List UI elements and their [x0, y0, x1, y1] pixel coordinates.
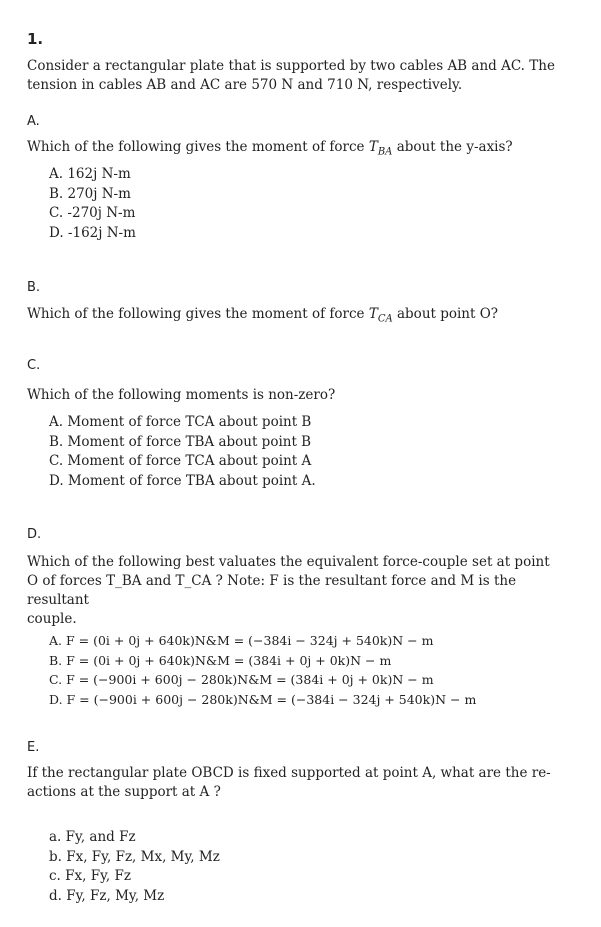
part-b-question-pre: Which of the following gives the moment of force [27, 306, 369, 322]
part-a-force: T [368, 139, 378, 155]
part-a-question [27, 138, 579, 162]
choice-item: B. Moment of force TBA about point B [49, 433, 312, 450]
problem-number: 1. [27, 30, 44, 48]
part-a-question-post: about the y-axis? [392, 139, 513, 155]
choice-item: C. F = (−900i + 600j − 280k)N&M = (384i + 0j + 0k)N − m [49, 672, 434, 687]
part-d-choices [49, 631, 476, 709]
part-d-question-line-1: Which of the following best valuates the equivalent force-couple set at point [27, 554, 550, 570]
part-c-choices [49, 413, 316, 491]
part-a-label: A. [27, 114, 40, 129]
choice-item: C. -270j N-m [49, 205, 136, 221]
part-d-question-line-3: couple. [27, 611, 77, 627]
choice-item: A. 162j N-m [49, 166, 131, 182]
part-a-choices [49, 165, 136, 243]
intro-line-1: Consider a rectangular plate that is supported by two cables AB and AC. The [27, 58, 555, 74]
choice-item: B. F = (0i + 0j + 640k)N&M = (384i + 0j + 0k)N − m [49, 652, 392, 668]
choice-item: D. -162j N-m [49, 224, 136, 241]
part-b-question-post: about point O? [392, 306, 499, 322]
part-d-question [27, 553, 579, 629]
choice-item: c. Fx, Fy, Fz [49, 868, 131, 884]
part-a-question-pre: Which of the following gives the moment of force [27, 139, 369, 155]
part-b-question [27, 305, 579, 329]
problem-intro [27, 57, 579, 95]
choice-item: C. Moment of force TCA about point A [49, 453, 312, 469]
part-b-force-sub: CA [377, 313, 393, 325]
choice-item: D. Moment of force TBA about point A. [49, 472, 316, 489]
part-e-question [27, 764, 579, 802]
part-b-label: B. [27, 280, 41, 295]
choice-item: A. Moment of force TCA about point B [49, 414, 312, 430]
part-e-choices [49, 828, 220, 906]
choice-item: b. Fx, Fy, Fz, Mx, My, Mz [49, 848, 220, 865]
part-e-question-line-1: If the rectangular plate OBCD is fixed supported at point A, what are the re- [27, 765, 551, 781]
part-e-label: E. [27, 740, 40, 755]
choice-item: B. 270j N-m [49, 185, 131, 202]
choice-item: a. Fy, and Fz [49, 829, 136, 845]
choice-item: d. Fy, Fz, My, Mz [49, 887, 165, 904]
part-a-force-sub: BA [377, 146, 393, 158]
part-b-force: T [368, 306, 378, 322]
intro-line-2: tension in cables AB and AC are 570 N and 710 N, respectively. [27, 77, 463, 93]
part-d-label: D. [27, 527, 42, 542]
part-e-question-line-2: actions at the support at A ? [27, 784, 221, 800]
choice-item: D. F = (−900i + 600j − 280k)N&M = (−384i − 324j + 540k)N − m [49, 691, 477, 707]
choice-item: A. F = (0i + 0j + 640k)N&M = (−384i − 324j + 540k)N − m [49, 633, 434, 648]
part-d-question-line-2: O of forces T_BA and T_CA ? Note: F is the resultant force and M is the resultant [27, 573, 517, 608]
part-c-question: Which of the following moments is non-zero? [27, 387, 336, 403]
part-c-label: C. [27, 358, 41, 373]
